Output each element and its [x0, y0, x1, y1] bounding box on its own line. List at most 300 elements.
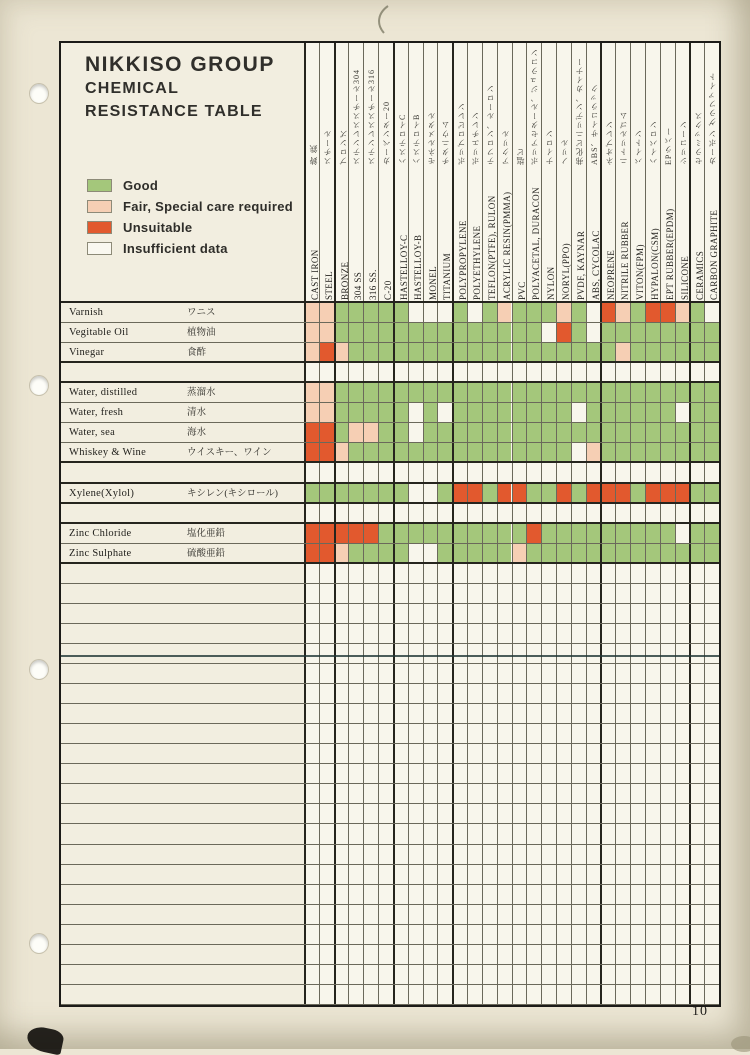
cell: [541, 323, 556, 342]
binder-hole: [29, 375, 49, 396]
cell: [437, 684, 452, 703]
cell: [571, 423, 586, 442]
table-row-zinc-chloride: [61, 524, 719, 544]
cell: [556, 865, 571, 884]
cell: [482, 484, 497, 502]
cell: [437, 985, 452, 1004]
cell: [348, 865, 363, 884]
column-name-ja: ナイロン: [545, 129, 555, 165]
cell: [467, 925, 482, 944]
cell: [675, 744, 690, 763]
cell: [630, 925, 645, 944]
cell: [512, 885, 527, 904]
cell: [497, 363, 512, 381]
column-header-ept-rubber-epdm: [660, 43, 675, 303]
table-row-vegitable-oil: [61, 323, 719, 343]
cell: [452, 363, 467, 381]
cell: [363, 323, 378, 342]
cell: [319, 885, 334, 904]
column-name-en: BRONZE: [339, 261, 350, 300]
cell: [334, 965, 349, 984]
cell: [541, 784, 556, 803]
cell: [348, 484, 363, 502]
cell: [512, 925, 527, 944]
cell: [363, 965, 378, 984]
cell: [467, 624, 482, 643]
cell: [630, 504, 645, 522]
cell: [689, 564, 704, 583]
cell: [304, 624, 319, 643]
cell: [304, 784, 319, 803]
cell: [304, 664, 319, 683]
cell: [348, 443, 363, 461]
cell: [689, 343, 704, 361]
cell: [630, 724, 645, 743]
cell: [363, 343, 378, 361]
cell: [571, 443, 586, 461]
cell: [645, 965, 660, 984]
cell: [512, 323, 527, 342]
cell: [512, 544, 527, 562]
cell: [452, 704, 467, 723]
column-name-ja: 弗化ビニリデン、カイナー: [574, 57, 584, 165]
cell: [378, 845, 393, 864]
cell: [482, 744, 497, 763]
cell: [497, 684, 512, 703]
cell: [393, 684, 408, 703]
cell: [526, 945, 541, 964]
cell: [675, 524, 690, 543]
cell: [319, 484, 334, 502]
column-header-text: [557, 43, 571, 303]
cell: [393, 704, 408, 723]
cell: [541, 744, 556, 763]
cell: [645, 363, 660, 381]
cell: [363, 564, 378, 583]
cell: [571, 544, 586, 562]
cell: [378, 423, 393, 442]
table-row-empty: [61, 824, 719, 844]
cell: [423, 664, 438, 683]
cell: [600, 724, 615, 743]
cell: [378, 363, 393, 381]
cell: [393, 945, 408, 964]
cell: [452, 604, 467, 623]
cell: [526, 403, 541, 422]
cell: [704, 824, 719, 843]
cell: [615, 865, 630, 884]
cell: [497, 744, 512, 763]
cell: [437, 965, 452, 984]
cell: [541, 965, 556, 984]
column-header-316-ss: [363, 43, 378, 303]
cell: [600, 544, 615, 562]
table-row-vinegar: [61, 343, 719, 363]
cell: [704, 443, 719, 461]
cell: [600, 383, 615, 402]
cell: [704, 724, 719, 743]
cell: [348, 524, 363, 543]
row-label-ja: ウイスキー、ワイン: [187, 448, 272, 459]
column-header-viton-fpm: [630, 43, 645, 303]
cell: [541, 463, 556, 481]
cell: [541, 885, 556, 904]
cell: [645, 664, 660, 683]
column-name-en: POLYPROPYLENE: [458, 220, 469, 300]
cell: [363, 704, 378, 723]
row-label-en: Zinc Sulphate: [69, 547, 132, 559]
cell: [334, 724, 349, 743]
cell: [615, 945, 630, 964]
cell: [408, 303, 423, 322]
cell: [704, 463, 719, 481]
cell: [615, 985, 630, 1004]
cell: [452, 484, 467, 502]
cell: [660, 784, 675, 803]
cell: [452, 403, 467, 422]
cell: [600, 885, 615, 904]
cell: [304, 724, 319, 743]
cell: [452, 323, 467, 342]
row-label-ja: 植物油: [187, 328, 216, 339]
cell: [482, 684, 497, 703]
cell: [556, 664, 571, 683]
cell: [334, 804, 349, 823]
cell: [378, 303, 393, 322]
column-name-ja: アクリル: [500, 129, 510, 165]
cell: [393, 965, 408, 984]
cell: [467, 824, 482, 843]
cell: [586, 383, 601, 402]
cell: [482, 644, 497, 663]
cell: [437, 504, 452, 522]
column-header-abs-cycolac: [586, 43, 601, 303]
column-header-text: [468, 43, 482, 303]
cell: [675, 784, 690, 803]
column-header-text: [438, 43, 452, 303]
cell: [408, 905, 423, 924]
cell: [704, 624, 719, 643]
cell: [541, 564, 556, 583]
cell: [630, 744, 645, 763]
cell: [556, 845, 571, 864]
cell: [675, 644, 690, 663]
cell: [437, 664, 452, 683]
cell: [660, 604, 675, 623]
cell: [660, 463, 675, 481]
cell: [689, 945, 704, 964]
cell: [319, 624, 334, 643]
cell: [304, 925, 319, 944]
cell: [334, 744, 349, 763]
cell: [304, 885, 319, 904]
cell: [645, 403, 660, 422]
cell: [378, 664, 393, 683]
cell: [630, 684, 645, 703]
cell: [408, 764, 423, 783]
cell: [571, 403, 586, 422]
cell: [482, 925, 497, 944]
cell: [452, 684, 467, 703]
cell: [482, 544, 497, 562]
table-row-empty: [61, 985, 719, 1005]
cell: [660, 704, 675, 723]
cell: [363, 744, 378, 763]
column-name-ja: 塩ビ: [515, 147, 525, 165]
cell: [348, 764, 363, 783]
cell: [363, 383, 378, 402]
cell: [689, 303, 704, 322]
column-name-ja: ブロンズ: [338, 129, 348, 165]
cell: [571, 885, 586, 904]
cell: [675, 343, 690, 361]
cell: [541, 383, 556, 402]
cell: [363, 945, 378, 964]
cell: [630, 965, 645, 984]
cell: [600, 303, 615, 322]
cell: [689, 423, 704, 442]
cell: [689, 684, 704, 703]
table-row-empty: [61, 604, 719, 624]
cell: [304, 744, 319, 763]
cell: [571, 624, 586, 643]
cell: [467, 965, 482, 984]
cell: [615, 403, 630, 422]
cell: [615, 684, 630, 703]
cell: [348, 463, 363, 481]
cell: [497, 724, 512, 743]
column-header-text: [572, 43, 586, 303]
column-name-en: VITON(FPM): [635, 244, 646, 300]
cell: [704, 564, 719, 583]
cell: [348, 724, 363, 743]
cell: [482, 764, 497, 783]
cell: [423, 845, 438, 864]
cell: [467, 885, 482, 904]
cell: [704, 524, 719, 543]
cell: [526, 965, 541, 984]
cell: [556, 945, 571, 964]
cell: [689, 784, 704, 803]
cell: [630, 865, 645, 884]
cell: [600, 764, 615, 783]
cell: [689, 925, 704, 944]
cell: [689, 744, 704, 763]
cell: [393, 504, 408, 522]
cell: [645, 764, 660, 783]
cell: [630, 303, 645, 322]
cell: [408, 704, 423, 723]
cell: [571, 965, 586, 984]
cell: [704, 845, 719, 864]
cell: [319, 604, 334, 623]
cell: [378, 564, 393, 583]
cell: [467, 684, 482, 703]
column-header-polyacetal-duracon: [526, 43, 541, 303]
column-name-ja: ステンレススチール304: [352, 69, 362, 165]
cell: [393, 544, 408, 562]
cell: [348, 925, 363, 944]
cell: [615, 423, 630, 442]
cell: [615, 624, 630, 643]
cell: [319, 343, 334, 361]
row-label-en: Vegitable Oil: [69, 327, 129, 339]
cell: [704, 905, 719, 924]
cell: [704, 644, 719, 663]
cell: [704, 865, 719, 884]
cell: [600, 704, 615, 723]
cell: [319, 403, 334, 422]
cell: [363, 604, 378, 623]
cell: [689, 804, 704, 823]
cell: [482, 504, 497, 522]
cell: [512, 845, 527, 864]
cell: [334, 604, 349, 623]
cell: [423, 303, 438, 322]
cell: [363, 784, 378, 803]
cell: [586, 624, 601, 643]
column-header-text: [705, 43, 719, 303]
cell: [408, 524, 423, 543]
cell: [704, 784, 719, 803]
cell: [497, 945, 512, 964]
column-header-text: [336, 43, 349, 303]
cell: [408, 423, 423, 442]
cell: [571, 644, 586, 663]
cell: [689, 604, 704, 623]
cell: [689, 965, 704, 984]
cell: [615, 544, 630, 562]
cell: [378, 343, 393, 361]
cell: [586, 323, 601, 342]
cell: [512, 684, 527, 703]
cell: [334, 885, 349, 904]
cell: [452, 664, 467, 683]
cell: [437, 845, 452, 864]
cell: [660, 423, 675, 442]
legend-label: Unsuitable: [123, 220, 193, 235]
row-label-ja: 食酢: [187, 348, 207, 359]
cell: [615, 764, 630, 783]
cell: [408, 323, 423, 342]
cell: [452, 865, 467, 884]
cell: [334, 784, 349, 803]
column-header-text: [691, 43, 704, 303]
cell: [689, 624, 704, 643]
cell: [645, 443, 660, 461]
cell: [512, 564, 527, 583]
cell: [378, 443, 393, 461]
cell: [615, 343, 630, 361]
cell: [704, 323, 719, 342]
cell: [467, 905, 482, 924]
cell: [348, 965, 363, 984]
cell: [304, 905, 319, 924]
cell: [304, 564, 319, 583]
cell: [645, 804, 660, 823]
legend-label: Fair, Special care required: [123, 199, 293, 214]
cell: [541, 524, 556, 543]
cell: [660, 724, 675, 743]
cell: [645, 504, 660, 522]
cell: [363, 544, 378, 562]
cell: [482, 865, 497, 884]
cell: [615, 744, 630, 763]
cell: [408, 824, 423, 843]
cell: [437, 584, 452, 603]
cell: [393, 804, 408, 823]
cell: [556, 965, 571, 984]
cell: [630, 764, 645, 783]
column-name-ja: セラミックス: [694, 111, 704, 165]
cell: [630, 323, 645, 342]
cell: [467, 323, 482, 342]
cell: [437, 443, 452, 461]
cell: [497, 463, 512, 481]
resistance-table: [61, 43, 719, 1005]
cell: [304, 443, 319, 461]
column-name-ja: テフロン、ルーロン: [485, 84, 495, 165]
cell: [541, 584, 556, 603]
cell: [452, 824, 467, 843]
column-name-ja: ハイパロン: [648, 120, 658, 165]
column-header-text: [587, 43, 601, 303]
cell: [497, 985, 512, 1004]
column-name-ja: スチール: [322, 129, 332, 165]
cell: [556, 885, 571, 904]
cell: [571, 323, 586, 342]
cell: [304, 584, 319, 603]
cell: [586, 965, 601, 984]
cell: [512, 664, 527, 683]
cell: [334, 905, 349, 924]
column-header-text: [349, 43, 363, 303]
cell: [541, 804, 556, 823]
ink-smudge: [25, 1025, 65, 1055]
cell: [452, 925, 467, 944]
cell: [482, 383, 497, 402]
cell: [556, 323, 571, 342]
cell: [467, 724, 482, 743]
cell: [660, 323, 675, 342]
cell: [482, 885, 497, 904]
cell: [512, 704, 527, 723]
cell: [571, 724, 586, 743]
cell: [645, 624, 660, 643]
cell: [363, 524, 378, 543]
table-row-empty: [61, 463, 719, 483]
cell: [437, 363, 452, 381]
cell: [526, 704, 541, 723]
cell: [348, 323, 363, 342]
cell: [378, 925, 393, 944]
cell: [393, 403, 408, 422]
cell: [408, 724, 423, 743]
cell: [482, 804, 497, 823]
cell: [348, 824, 363, 843]
cell: [600, 965, 615, 984]
row-label-en: Xylene(Xylol): [69, 487, 135, 499]
cell: [423, 865, 438, 884]
cell: [600, 463, 615, 481]
cell: [660, 343, 675, 361]
cell: [660, 644, 675, 663]
cell: [600, 784, 615, 803]
cell: [437, 724, 452, 743]
column-name-en: NYLON: [546, 266, 557, 300]
cell: [600, 905, 615, 924]
cell: [586, 865, 601, 884]
